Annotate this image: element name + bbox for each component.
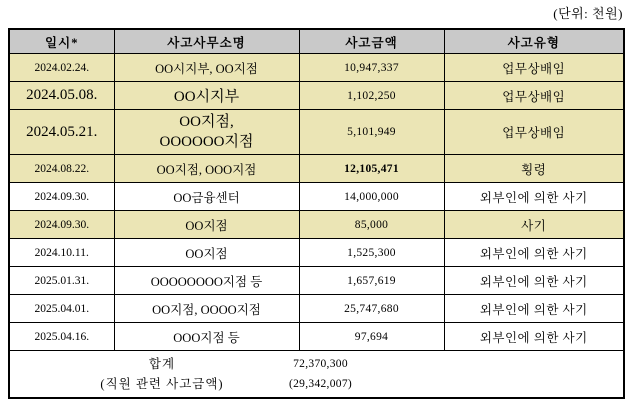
table-row — [9, 267, 624, 295]
cell-type: 외부인에 의한 사기 — [444, 323, 624, 351]
cell-office: OO시지부, OO지점 — [114, 54, 299, 82]
cell-type: 업무상배임 — [444, 82, 624, 110]
cell-amount: 10,947,337 — [299, 54, 444, 82]
cell-type: 횡령 — [444, 155, 624, 183]
cell-type: 외부인에 의한 사기 — [444, 239, 624, 267]
footer-row — [9, 351, 624, 399]
cell-date: 2025.01.31. — [9, 267, 114, 295]
cell-amount: 1,657,619 — [299, 267, 444, 295]
cell-office: OOOOOOOO지점 등 — [114, 267, 299, 295]
cell-amount: 12,105,471 — [299, 155, 444, 183]
cell-type: 사기 — [444, 211, 624, 239]
cell-type: 업무상배임 — [444, 110, 624, 155]
column-header-date: 일시* — [9, 29, 114, 54]
column-header-type: 사고유형 — [444, 29, 624, 54]
column-header-amount: 사고금액 — [299, 29, 444, 54]
footer-total-amount — [238, 354, 403, 394]
footer-label-line1: 합계 — [148, 357, 176, 371]
footer-label-line2: (직원 관련 사고금액) — [100, 377, 224, 391]
office-line-1: OO지점, — [179, 114, 234, 130]
table-row — [9, 183, 624, 211]
header-row — [9, 29, 624, 54]
accident-table — [8, 28, 625, 399]
cell-date: 2024.09.30. — [9, 183, 114, 211]
cell-date: 2024.09.30. — [9, 211, 114, 239]
footer-amount-line2: (29,342,007) — [288, 378, 352, 390]
table-row — [9, 54, 624, 82]
cell-type: 외부인에 의한 사기 — [444, 295, 624, 323]
cell-amount: 5,101,949 — [299, 110, 444, 155]
cell-office: OO금융센터 — [114, 183, 299, 211]
cell-office: OO시지부 — [114, 82, 299, 110]
cell-amount: 97,694 — [299, 323, 444, 351]
cell-office: OO지점 — [114, 211, 299, 239]
cell-date: 2025.04.16. — [9, 323, 114, 351]
cell-amount: 14,000,000 — [299, 183, 444, 211]
cell-office: OO지점, OOO지점 — [114, 155, 299, 183]
cell-date: 2024.10.11. — [9, 239, 114, 267]
cell-type: 외부인에 의한 사기 — [444, 183, 624, 211]
cell-office: OO지점 — [114, 239, 299, 267]
table-row — [9, 82, 624, 110]
cell-type: 업무상배임 — [444, 54, 624, 82]
cell-amount: 1,102,250 — [299, 82, 444, 110]
table-row — [9, 295, 624, 323]
cell-date: 2024.02.24. — [9, 54, 114, 82]
table-row — [9, 323, 624, 351]
footer-cell — [9, 351, 624, 399]
cell-amount: 1,525,300 — [299, 239, 444, 267]
cell-date: 2024.05.08. — [9, 82, 114, 110]
table-row — [9, 239, 624, 267]
table-row — [9, 155, 624, 183]
table-row — [9, 211, 624, 239]
cell-amount: 25,747,680 — [299, 295, 444, 323]
table-row — [9, 110, 624, 155]
cell-date: 2025.04.01. — [9, 295, 114, 323]
cell-office: OOO지점 등 — [114, 323, 299, 351]
office-line-2: OOOOOO지점 — [159, 134, 254, 150]
cell-date: 2024.05.21. — [9, 110, 114, 155]
cell-office — [114, 110, 299, 155]
cell-type: 외부인에 의한 사기 — [444, 267, 624, 295]
cell-office: OO지점, OOOO지점 — [114, 295, 299, 323]
footer-amount-line1: 72,370,300 — [293, 358, 348, 370]
unit-note: (단위: 천원) — [553, 6, 623, 21]
cell-amount: 85,000 — [299, 211, 444, 239]
cell-date: 2024.08.22. — [9, 155, 114, 183]
column-header-office: 사고사무소명 — [114, 29, 299, 54]
